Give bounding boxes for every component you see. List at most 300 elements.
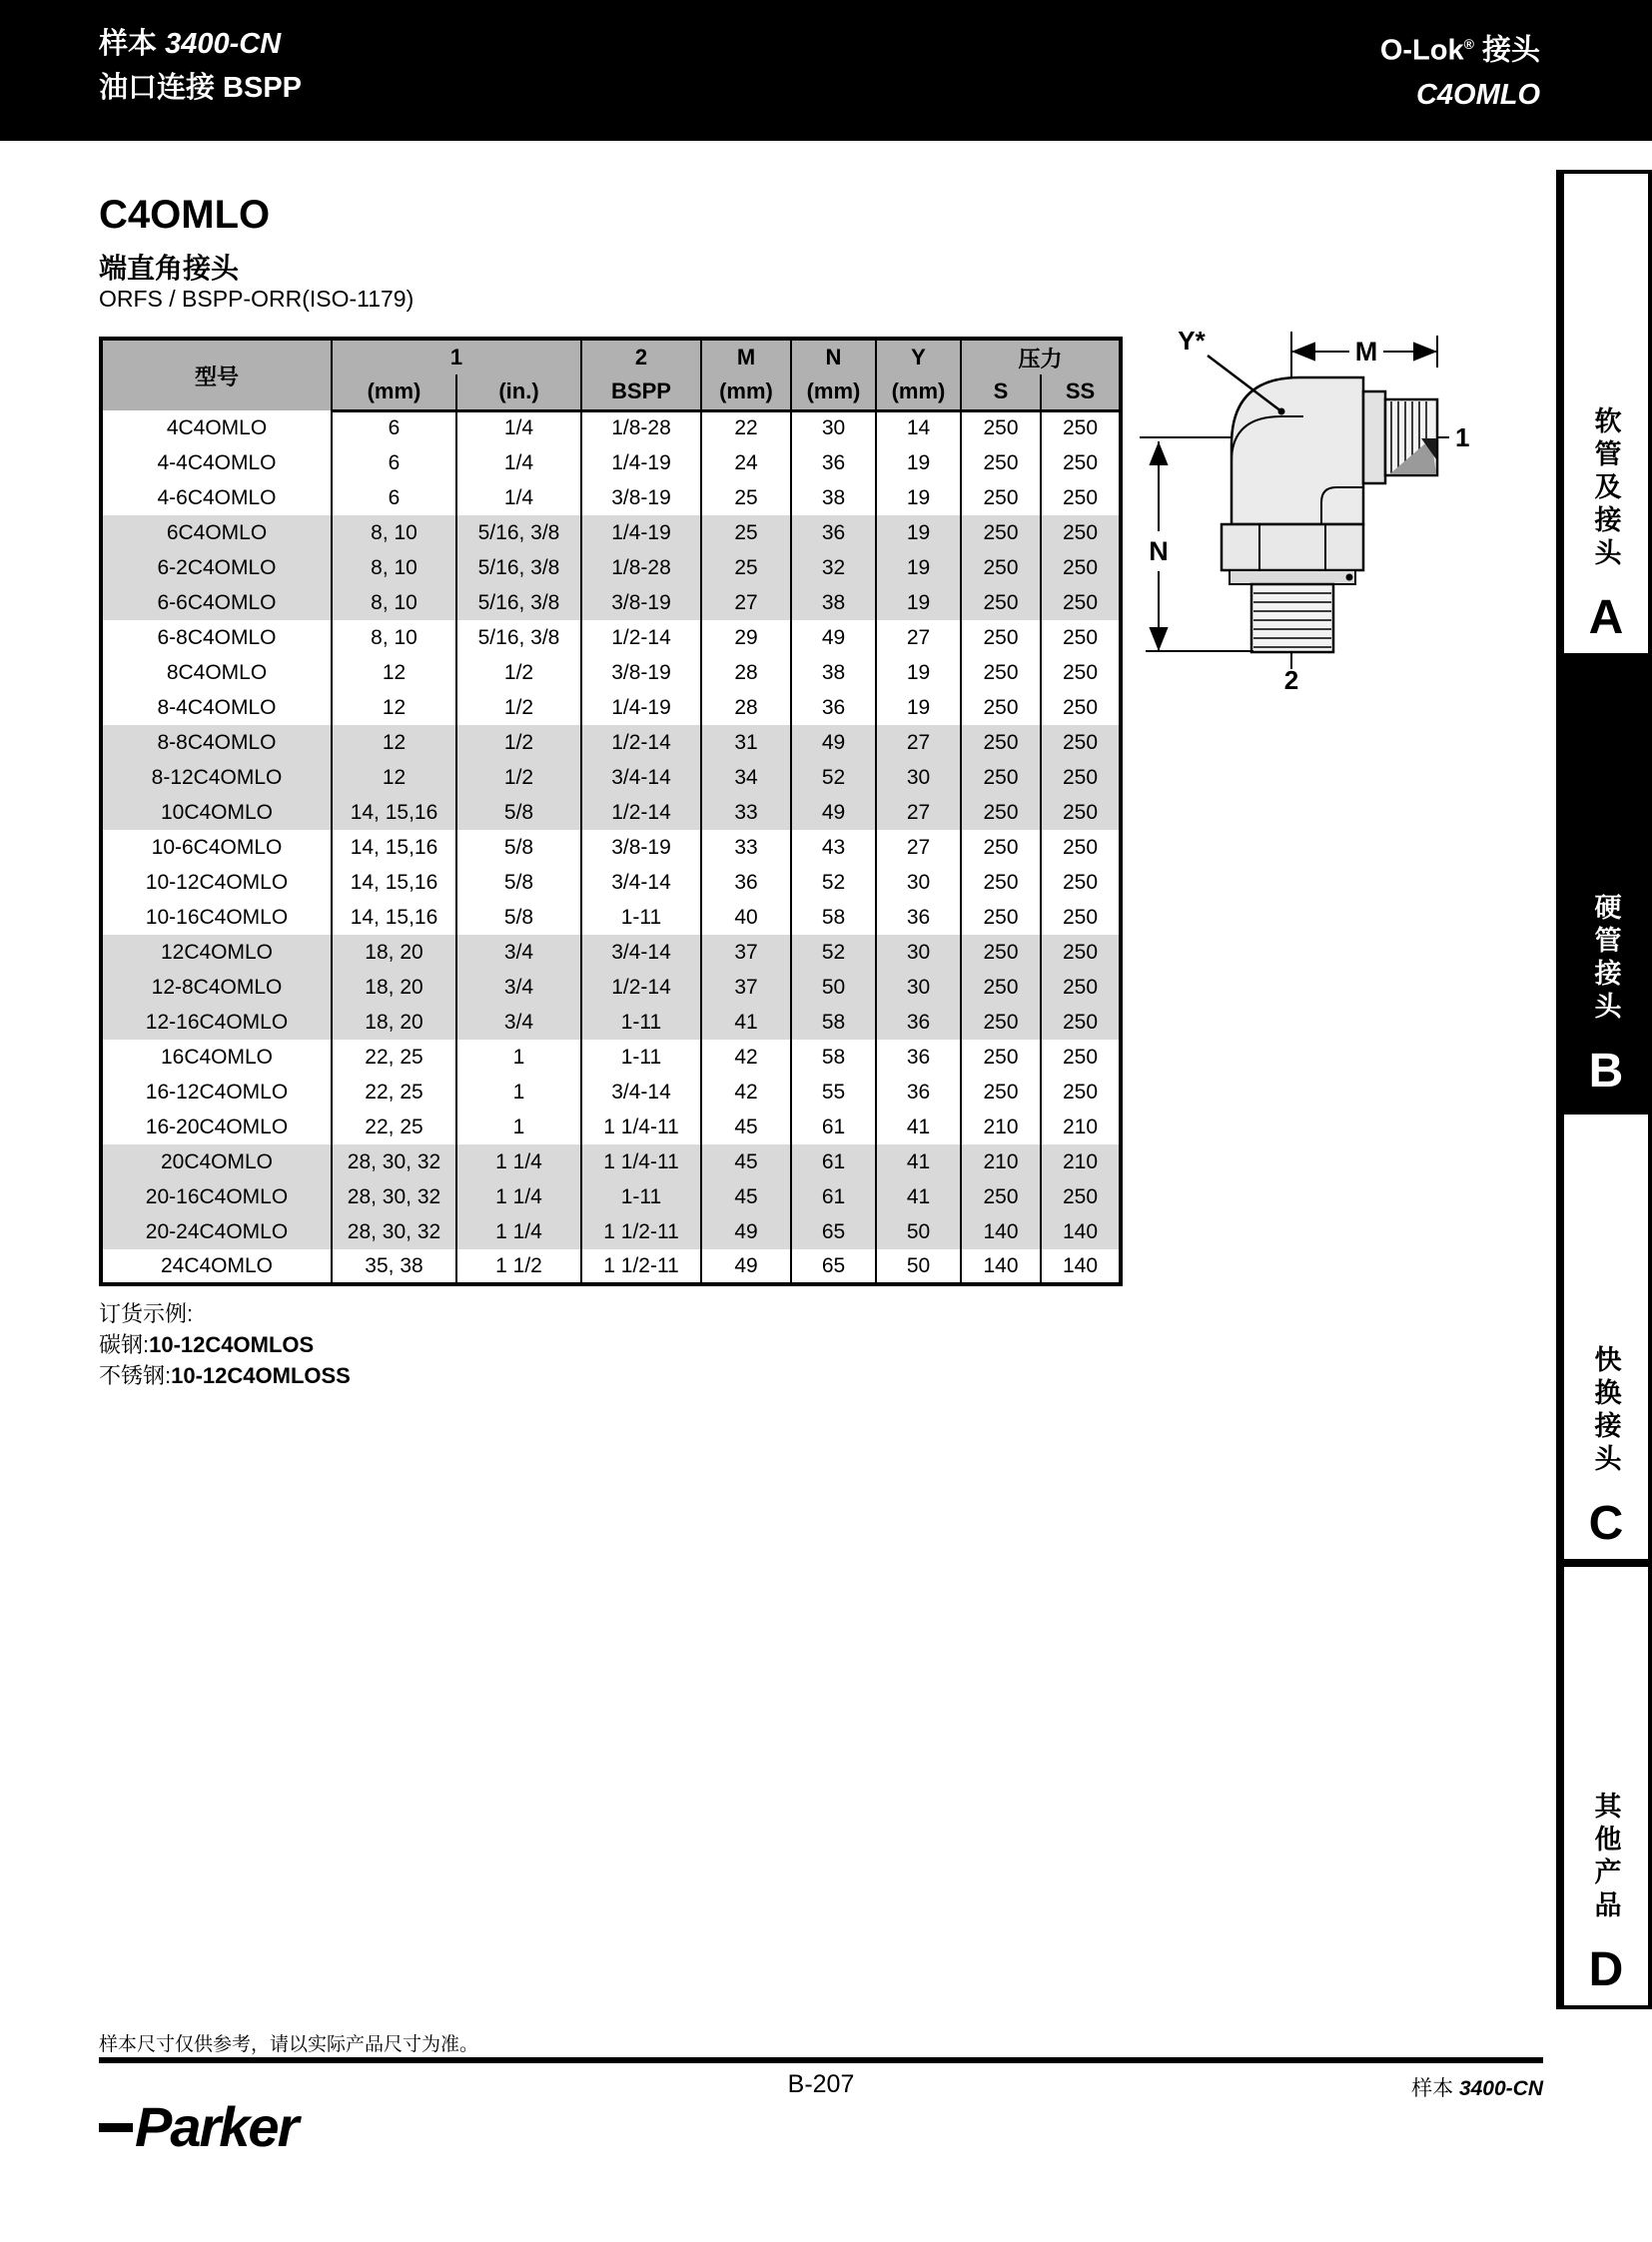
sidebar-section-a <box>1556 170 1652 657</box>
col-subheader-y-mm: (mm) <box>876 374 961 410</box>
value-cell: 19 <box>876 690 961 725</box>
table-row <box>101 690 1121 725</box>
table-row <box>101 865 1121 900</box>
value-cell: 1-11 <box>581 900 701 935</box>
value-cell: 210 <box>1041 1110 1121 1144</box>
sidebar-section-d <box>1556 1563 1652 2009</box>
value-cell: 14, 15,16 <box>332 865 456 900</box>
table-row <box>101 795 1121 830</box>
value-cell: 3/4-14 <box>581 865 701 900</box>
col-subheader-ss: SS <box>1041 374 1121 410</box>
value-cell: 18, 20 <box>332 970 456 1005</box>
value-cell: 3/8-19 <box>581 830 701 865</box>
value-cell: 30 <box>791 410 876 445</box>
value-cell: 1/2 <box>456 655 581 690</box>
value-cell: 8, 10 <box>332 585 456 620</box>
table-row <box>101 480 1121 515</box>
value-cell: 8, 10 <box>332 620 456 655</box>
spec-table-body <box>101 410 1121 1284</box>
value-cell: 250 <box>1041 1040 1121 1075</box>
value-cell: 1 1/2 <box>456 1249 581 1284</box>
value-cell: 3/4 <box>456 935 581 970</box>
model-cell: 10C4OMLO <box>101 795 332 830</box>
value-cell: 6 <box>332 480 456 515</box>
table-row <box>101 1249 1121 1284</box>
value-cell: 250 <box>1041 585 1121 620</box>
table-row <box>101 760 1121 795</box>
table-row <box>101 1040 1121 1075</box>
model-cell: 6-6C4OMLO <box>101 585 332 620</box>
value-cell: 5/16, 3/8 <box>456 585 581 620</box>
value-cell: 5/16, 3/8 <box>456 620 581 655</box>
port2-washer <box>1230 570 1355 584</box>
value-cell: 61 <box>791 1144 876 1179</box>
table-row <box>101 410 1121 445</box>
value-cell: 27 <box>876 620 961 655</box>
value-cell: 5/8 <box>456 795 581 830</box>
model-cell: 6C4OMLO <box>101 515 332 550</box>
value-cell: 1/2 <box>456 760 581 795</box>
value-cell: 3/4 <box>456 970 581 1005</box>
stainless-steel-label: 不锈钢: <box>99 1363 172 1388</box>
value-cell: 1/4 <box>456 445 581 480</box>
value-cell: 5/8 <box>456 865 581 900</box>
sidebar-label-c: 快换接头 <box>1590 1345 1621 1477</box>
spec-table-header <box>101 339 1121 410</box>
value-cell: 1/2 <box>456 690 581 725</box>
value-cell: 250 <box>1041 1075 1121 1110</box>
col-header-model: 型号 <box>101 339 332 410</box>
value-cell: 250 <box>1041 970 1121 1005</box>
value-cell: 19 <box>876 480 961 515</box>
table-row <box>101 1179 1121 1214</box>
value-cell: 250 <box>1041 795 1121 830</box>
value-cell: 1 1/4 <box>456 1144 581 1179</box>
value-cell: 27 <box>876 795 961 830</box>
value-cell: 27 <box>876 725 961 760</box>
value-cell: 52 <box>791 760 876 795</box>
footer-catalog-code: 3400-CN <box>1458 2077 1543 2100</box>
value-cell: 1 1/2-11 <box>581 1249 701 1284</box>
value-cell: 43 <box>791 830 876 865</box>
value-cell: 36 <box>876 1075 961 1110</box>
value-cell: 38 <box>791 585 876 620</box>
brand-name: O-Lok <box>1379 34 1464 67</box>
value-cell: 28, 30, 32 <box>332 1179 456 1214</box>
value-cell: 1/2-14 <box>581 970 701 1005</box>
model-cell: 16-20C4OMLO <box>145 1115 289 1138</box>
value-cell: 3/8-19 <box>581 655 701 690</box>
col-subheader-bspp: BSPP <box>581 374 701 410</box>
value-cell: 250 <box>961 725 1041 760</box>
value-cell: 250 <box>1041 445 1121 480</box>
value-cell: 45 <box>701 1110 791 1144</box>
value-cell: 28, 30, 32 <box>332 1144 456 1179</box>
model-cell: 4-6C4OMLO <box>157 485 277 509</box>
value-cell: 50 <box>791 970 876 1005</box>
value-cell: 250 <box>1041 900 1121 935</box>
value-cell: 52 <box>791 865 876 900</box>
value-cell: 250 <box>961 480 1041 515</box>
value-cell: 1 <box>456 1075 581 1110</box>
sidebar-letter-a: A <box>1588 591 1624 644</box>
ordering-line-stainless <box>99 1360 351 1391</box>
value-cell: 210 <box>1041 1144 1121 1179</box>
value-cell: 19 <box>876 655 961 690</box>
value-cell: 5/8 <box>456 900 581 935</box>
value-cell: 25 <box>701 515 791 550</box>
value-cell: 3/4-14 <box>581 935 701 970</box>
value-cell: 25 <box>701 550 791 585</box>
value-cell: 250 <box>1041 410 1121 445</box>
value-cell: 27 <box>701 585 791 620</box>
value-cell: 40 <box>701 900 791 935</box>
catalog-subtitle: 油口连接 BSPP <box>99 72 303 104</box>
value-cell: 1/4-19 <box>581 445 701 480</box>
model-cell: 12-8C4OMLO <box>101 970 332 1005</box>
value-cell: 250 <box>961 445 1041 480</box>
value-cell: 1-11 <box>581 1040 701 1075</box>
y-leader-dot <box>1278 408 1285 415</box>
value-cell: 250 <box>1041 515 1121 550</box>
model-cell: 8-8C4OMLO <box>101 725 332 760</box>
header-model: C4OMLO <box>1415 78 1540 111</box>
value-cell: 250 <box>961 410 1041 445</box>
port2-threads <box>1251 584 1333 652</box>
value-cell: 250 <box>961 760 1041 795</box>
value-cell: 61 <box>791 1110 876 1144</box>
value-cell: 250 <box>1041 690 1121 725</box>
catalog-title <box>99 22 302 66</box>
value-cell: 250 <box>961 1005 1041 1040</box>
sidebar-label-a: 软管及接头 <box>1590 406 1621 571</box>
value-cell: 1/2-14 <box>581 795 701 830</box>
value-cell: 33 <box>701 795 791 830</box>
value-cell: 58 <box>791 1005 876 1040</box>
value-cell: 250 <box>1041 620 1121 655</box>
value-cell: 250 <box>1041 655 1121 690</box>
value-cell: 28 <box>701 690 791 725</box>
value-cell: 41 <box>876 1179 961 1214</box>
value-cell: 30 <box>876 760 961 795</box>
value-cell: 1-11 <box>581 1005 701 1040</box>
value-cell: 14, 15,16 <box>332 795 456 830</box>
value-cell: 250 <box>961 1075 1041 1110</box>
col-subheader-n-mm: (mm) <box>791 374 876 410</box>
value-cell: 45 <box>701 1179 791 1214</box>
registered-mark-icon: ® <box>1463 36 1474 52</box>
value-cell: 33 <box>701 830 791 865</box>
value-cell: 22, 25 <box>332 1075 456 1110</box>
value-cell: 1 1/2-11 <box>581 1214 701 1249</box>
value-cell: 22 <box>701 410 791 445</box>
catalog-code: 3400-CN <box>165 28 282 60</box>
value-cell: 38 <box>791 480 876 515</box>
value-cell: 3/4-14 <box>581 760 701 795</box>
value-cell: 49 <box>791 725 876 760</box>
table-row <box>101 515 1121 550</box>
table-row <box>101 585 1121 620</box>
model-cell: 8-4C4OMLO <box>157 695 277 719</box>
value-cell: 36 <box>876 1005 961 1040</box>
value-cell: 1/4-19 <box>581 690 701 725</box>
value-cell: 250 <box>961 620 1041 655</box>
value-cell: 41 <box>876 1110 961 1144</box>
value-cell: 12 <box>332 760 456 795</box>
footer-catalog-label: 样本 <box>1411 2077 1459 2100</box>
value-cell: 19 <box>876 445 961 480</box>
value-cell: 140 <box>961 1214 1041 1249</box>
value-cell: 250 <box>961 830 1041 865</box>
value-cell: 28 <box>701 655 791 690</box>
value-cell: 1/2-14 <box>581 725 701 760</box>
value-cell: 14, 15,16 <box>332 900 456 935</box>
spec-table <box>99 337 1123 1286</box>
value-cell: 42 <box>701 1040 791 1075</box>
value-cell: 55 <box>791 1075 876 1110</box>
value-cell: 140 <box>961 1249 1041 1284</box>
value-cell: 3/8-19 <box>581 585 701 620</box>
model-cell: 8-12C4OMLO <box>101 760 332 795</box>
port2-hex-nut <box>1222 524 1363 570</box>
value-cell: 37 <box>701 970 791 1005</box>
value-cell: 52 <box>791 935 876 970</box>
value-cell: 30 <box>876 970 961 1005</box>
value-cell: 35, 38 <box>332 1249 456 1284</box>
value-cell: 36 <box>791 515 876 550</box>
col-subheader-s: S <box>961 374 1041 410</box>
ordering-line-carbon <box>99 1329 351 1360</box>
model-cell: 20C4OMLO <box>101 1144 332 1179</box>
model-cell: 16C4OMLO <box>160 1045 274 1069</box>
value-cell: 1 <box>456 1110 581 1144</box>
value-cell: 1/2 <box>456 725 581 760</box>
value-cell: 1 1/4 <box>456 1179 581 1214</box>
value-cell: 24 <box>701 445 791 480</box>
port1-label: 1 <box>1455 422 1470 452</box>
value-cell: 58 <box>791 1040 876 1075</box>
value-cell: 1 <box>456 1040 581 1075</box>
header-right <box>1380 22 1540 117</box>
value-cell: 22, 25 <box>332 1040 456 1075</box>
value-cell: 12 <box>332 725 456 760</box>
model-cell: 24C4OMLO <box>160 1253 274 1277</box>
table-row <box>101 830 1121 865</box>
value-cell: 49 <box>701 1249 791 1284</box>
value-cell: 22, 25 <box>332 1110 456 1144</box>
value-cell: 36 <box>791 690 876 725</box>
table-row <box>101 1110 1121 1144</box>
table-row <box>101 1214 1121 1249</box>
table-row <box>101 935 1121 970</box>
footer-disclaimer: 样本尺寸仅供参考，请以实际产品尺寸为准。 <box>99 2034 479 2055</box>
value-cell: 250 <box>1041 830 1121 865</box>
value-cell: 5/16, 3/8 <box>456 550 581 585</box>
value-cell: 3/8-19 <box>581 480 701 515</box>
value-cell: 250 <box>1041 725 1121 760</box>
table-row <box>101 620 1121 655</box>
value-cell: 210 <box>961 1144 1041 1179</box>
parker-logo-bar <box>99 2123 133 2132</box>
model-cell: 4-4C4OMLO <box>157 450 277 474</box>
value-cell: 12 <box>332 690 456 725</box>
model-cell: 20-16C4OMLO <box>101 1179 332 1214</box>
dim-label-m: M <box>1354 337 1378 367</box>
value-cell: 36 <box>876 1040 961 1075</box>
page-subtitle: 端直角接头 <box>99 253 240 284</box>
value-cell: 1/4 <box>456 480 581 515</box>
col-header-m: M <box>701 339 791 374</box>
model-cell: 20-24C4OMLO <box>101 1214 332 1249</box>
value-cell: 250 <box>1041 865 1121 900</box>
col-subheader-m-mm: (mm) <box>701 374 791 410</box>
ordering-example <box>99 1298 351 1391</box>
value-cell: 250 <box>961 1040 1041 1075</box>
model-cell: 6-2C4OMLO <box>101 550 332 585</box>
value-cell: 42 <box>701 1075 791 1110</box>
value-cell: 250 <box>961 865 1041 900</box>
value-cell: 6 <box>332 445 456 480</box>
elbow-body <box>1232 377 1363 524</box>
value-cell: 30 <box>876 865 961 900</box>
sidebar-letter-c: C <box>1588 1497 1624 1550</box>
value-cell: 1 1/4-11 <box>581 1144 701 1179</box>
value-cell: 19 <box>876 515 961 550</box>
value-cell: 41 <box>876 1144 961 1179</box>
value-cell: 250 <box>1041 1179 1121 1214</box>
dim-label-y-star: Y* <box>1178 326 1206 356</box>
footer-page-number: B-207 <box>787 2070 855 2098</box>
port1-collar <box>1363 391 1385 483</box>
value-cell: 1/4-19 <box>581 515 701 550</box>
col-header-2: 2 <box>581 339 701 374</box>
value-cell: 41 <box>701 1005 791 1040</box>
value-cell: 250 <box>1041 480 1121 515</box>
value-cell: 36 <box>701 865 791 900</box>
value-cell: 250 <box>961 690 1041 725</box>
value-cell: 19 <box>876 585 961 620</box>
model-cell: 4C4OMLO <box>166 415 268 439</box>
value-cell: 37 <box>701 935 791 970</box>
value-cell: 36 <box>791 445 876 480</box>
model-cell: 8C4OMLO <box>166 660 268 684</box>
col-header-n: N <box>791 339 876 374</box>
sidebar-section-c <box>1556 1111 1652 1563</box>
value-cell: 29 <box>701 620 791 655</box>
product-family <box>1380 22 1540 73</box>
brand-suffix: 接头 <box>1473 34 1540 67</box>
value-cell: 250 <box>961 935 1041 970</box>
value-cell: 12 <box>332 655 456 690</box>
value-cell: 27 <box>876 830 961 865</box>
value-cell: 6 <box>332 410 456 445</box>
value-cell: 210 <box>961 1110 1041 1144</box>
value-cell: 1/8-28 <box>581 550 701 585</box>
parker-logo <box>99 2097 297 2157</box>
value-cell: 250 <box>961 795 1041 830</box>
top-header-band <box>0 0 1652 141</box>
carbon-steel-label: 碳钢: <box>99 1332 150 1357</box>
value-cell: 250 <box>1041 760 1121 795</box>
value-cell: 250 <box>961 655 1041 690</box>
value-cell: 250 <box>961 1179 1041 1214</box>
model-cell: 10-6C4OMLO <box>151 835 283 859</box>
sidebar-letter-d: D <box>1588 1943 1624 1996</box>
value-cell: 34 <box>701 760 791 795</box>
value-cell: 5/8 <box>456 830 581 865</box>
value-cell: 1 1/4-11 <box>581 1110 701 1144</box>
value-cell: 250 <box>961 515 1041 550</box>
value-cell: 140 <box>1041 1214 1121 1249</box>
col-header-pressure: 压力 <box>961 339 1121 374</box>
table-row <box>101 655 1121 690</box>
dim-label-n: N <box>1149 536 1169 566</box>
value-cell: 36 <box>876 900 961 935</box>
value-cell: 19 <box>876 550 961 585</box>
value-cell: 250 <box>961 585 1041 620</box>
col-header-1: 1 <box>332 339 581 374</box>
table-row <box>101 1144 1121 1179</box>
value-cell: 3/4-14 <box>581 1075 701 1110</box>
header-left <box>99 22 302 110</box>
value-cell: 30 <box>876 935 961 970</box>
footer-catalog-ref <box>1411 2072 1543 2102</box>
stainless-steel-part-number: 10-12C4OMLOSS <box>171 1363 351 1388</box>
value-cell: 1/4 <box>456 410 581 445</box>
model-cell: 12C4OMLO <box>101 935 332 970</box>
footer-rule <box>99 2057 1543 2063</box>
value-cell: 8, 10 <box>332 515 456 550</box>
port2-oring <box>1346 574 1353 581</box>
value-cell: 1-11 <box>581 1179 701 1214</box>
col-header-y: Y <box>876 339 961 374</box>
table-row <box>101 725 1121 760</box>
table-row <box>101 550 1121 585</box>
value-cell: 250 <box>1041 1005 1121 1040</box>
sidebar-label-b: 硬管接头 <box>1590 893 1621 1025</box>
value-cell: 250 <box>961 900 1041 935</box>
value-cell: 14, 15,16 <box>332 830 456 865</box>
col-subheader-mm: (mm) <box>332 374 456 410</box>
value-cell: 49 <box>701 1214 791 1249</box>
value-cell: 65 <box>791 1214 876 1249</box>
value-cell: 250 <box>1041 935 1121 970</box>
value-cell: 3/4 <box>456 1005 581 1040</box>
fitting-diagram <box>1132 320 1476 691</box>
value-cell: 1 1/4 <box>456 1214 581 1249</box>
model-cell: 6-8C4OMLO <box>157 625 277 649</box>
value-cell: 58 <box>791 900 876 935</box>
value-cell: 50 <box>876 1214 961 1249</box>
value-cell: 18, 20 <box>332 1005 456 1040</box>
sidebar-label-d: 其他产品 <box>1590 1792 1621 1923</box>
value-cell: 250 <box>961 550 1041 585</box>
table-row <box>101 970 1121 1005</box>
model-cell: 16-12C4OMLO <box>145 1080 289 1104</box>
value-cell: 1/2-14 <box>581 620 701 655</box>
page-title: C4OMLO <box>99 193 271 237</box>
ordering-title: 订货示例: <box>99 1301 194 1326</box>
value-cell: 65 <box>791 1249 876 1284</box>
model-cell: 10-16C4OMLO <box>145 905 289 929</box>
col-subheader-in: (in.) <box>456 374 581 410</box>
value-cell: 140 <box>1041 1249 1121 1284</box>
value-cell: 49 <box>791 620 876 655</box>
value-cell: 18, 20 <box>332 935 456 970</box>
value-cell: 61 <box>791 1179 876 1214</box>
value-cell: 32 <box>791 550 876 585</box>
standard-reference: ORFS / BSPP-ORR(ISO-1179) <box>99 286 414 312</box>
